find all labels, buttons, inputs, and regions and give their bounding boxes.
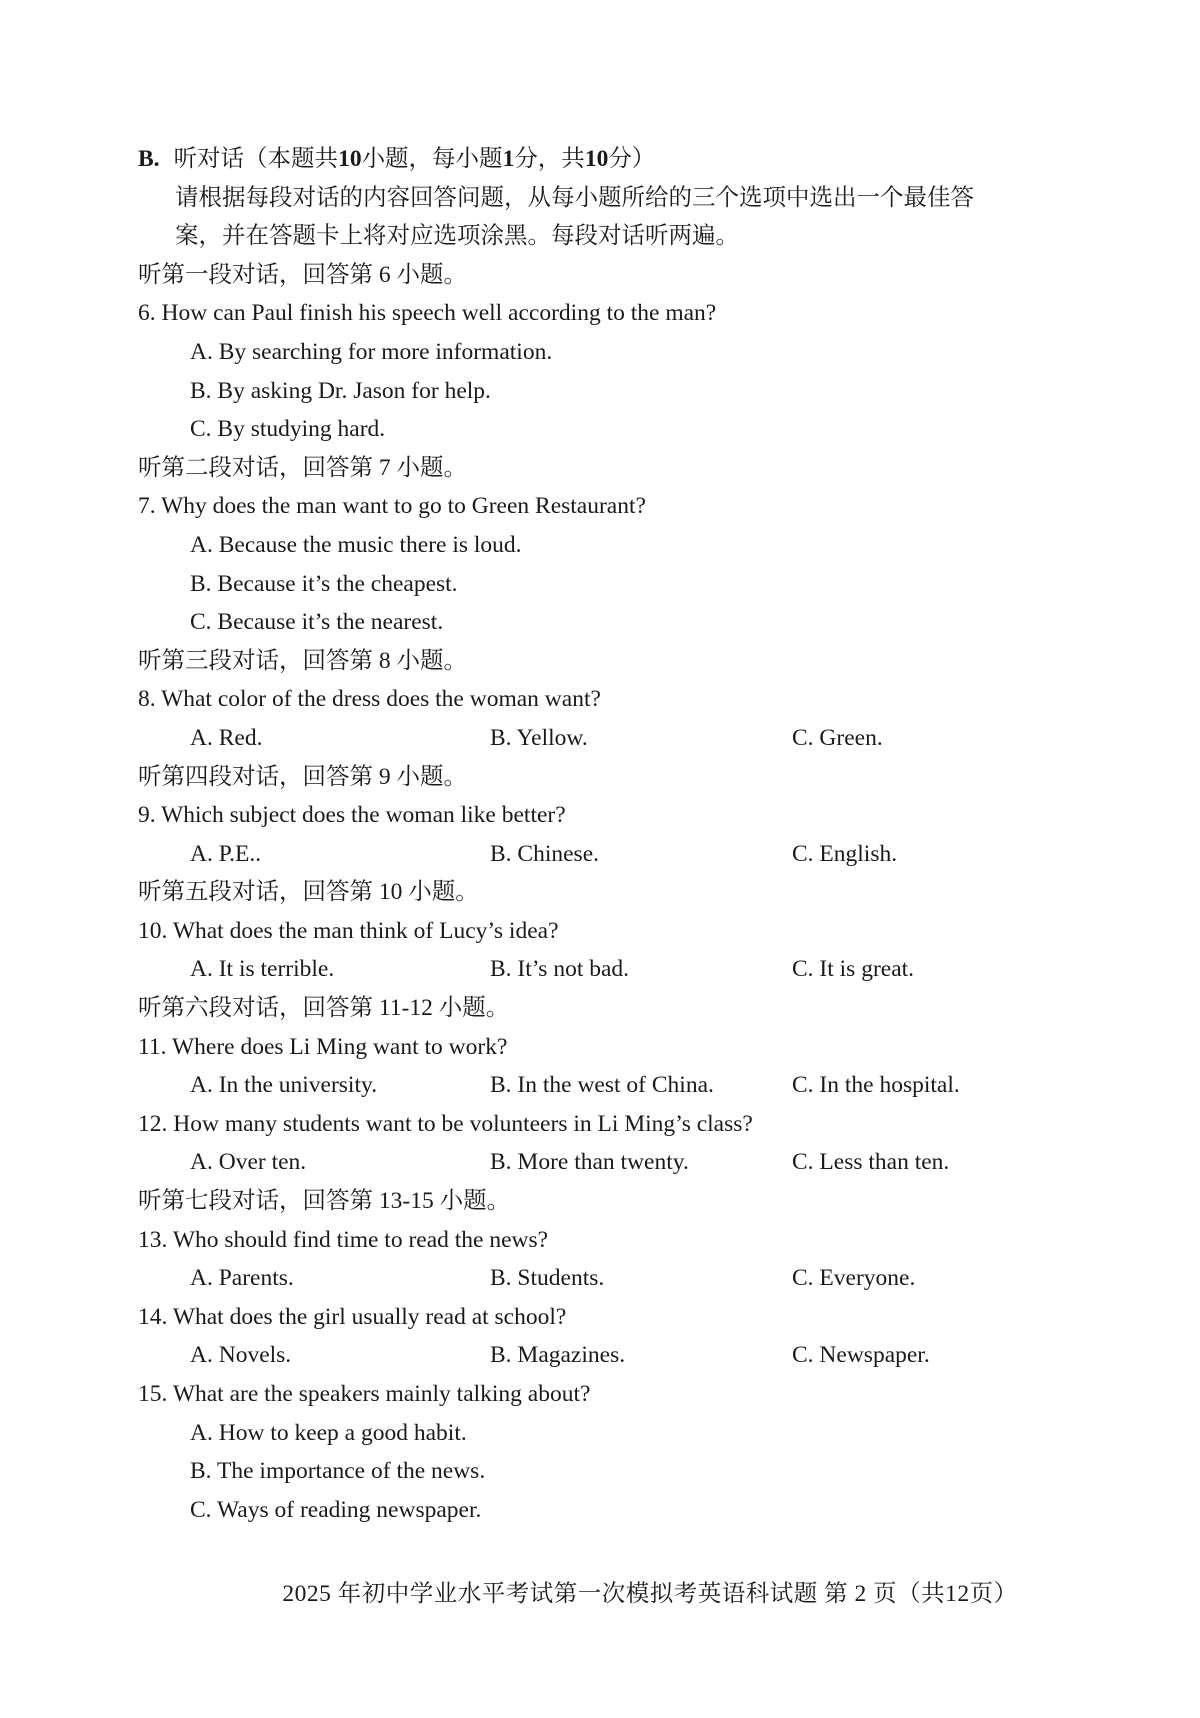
question-text: 15. What are the speakers mainly talking about? [138, 1381, 591, 1407]
answer-options-row [138, 1066, 1068, 1105]
answer-option-b: B. Magazines. [490, 1342, 626, 1369]
answer-option: A. Because the music there is loud. [190, 531, 522, 558]
answer-option: A. How to keep a good habit. [190, 1419, 467, 1446]
question-text: 14. What does the girl usually read at school? [138, 1303, 567, 1330]
answer-option: B. The importance of the news. [190, 1458, 486, 1485]
dialog-instruction: 听第三段对话，回答第 8 小题。 [138, 647, 467, 674]
answer-options-row [138, 950, 1068, 989]
answer-option-a: A. Novels. [190, 1342, 292, 1369]
question-text: 13. Who should find time to read the news? [138, 1226, 549, 1253]
section-heading: B. 听对话（本题共10小题，每小题1分，共10分） [138, 146, 656, 172]
answer-option: C. By studying hard. [190, 416, 386, 443]
answer-option-c: C. English. [792, 840, 898, 867]
answer-option-b: B. In the west of China. [490, 1072, 714, 1099]
dialog-instruction: 听第六段对话，回答第 11-12 小题。 [138, 995, 510, 1022]
answer-options-row [138, 1259, 1068, 1298]
answer-option-b: B. Chinese. [490, 840, 600, 867]
answer-option: A. By searching for more information. [190, 338, 553, 365]
answer-option-c: C. In the hospital. [792, 1072, 960, 1099]
dialog-instruction: 听第五段对话，回答第 10 小题。 [138, 879, 479, 906]
section-letter: B. [138, 146, 160, 172]
question-text: 6. How can Paul finish his speech well according to the man? [138, 300, 717, 327]
answer-option-a: A. In the university. [190, 1072, 378, 1099]
answer-option-a: A. Over ten. [190, 1149, 307, 1176]
answer-option-a: A. Parents. [190, 1265, 294, 1292]
answer-option-c: C. Newspaper. [792, 1342, 930, 1369]
question-text: 9. Which subject does the woman like better? [138, 802, 566, 829]
answer-option: C. Ways of reading newspaper. [190, 1496, 482, 1523]
answer-option: B. By asking Dr. Jason for help. [190, 377, 491, 404]
listening-section [138, 140, 1068, 1529]
answer-options-row [138, 1336, 1068, 1375]
answer-option-b: B. Yellow. [490, 724, 588, 751]
answer-option-c: C. Less than ten. [792, 1149, 950, 1176]
answer-option-b: B. Students. [490, 1265, 605, 1292]
section-instructions-line-1: 请根据每段对话的内容回答问题，从每小题所给的三个选项中选出一个最佳答 [175, 184, 974, 211]
answer-option-b: B. It’s not bad. [490, 956, 630, 983]
question-text: 11. Where does Li Ming want to work? [138, 1033, 508, 1060]
answer-option-a: A. Red. [190, 724, 263, 751]
dialog-instruction: 听第四段对话，回答第 9 小题。 [138, 763, 467, 790]
question-text: 8. What color of the dress does the woman want? [138, 686, 601, 713]
question-text: 10. What does the man think of Lucy’s idea? [138, 917, 559, 944]
answer-option-b: B. More than twenty. [490, 1149, 689, 1176]
question-list [138, 256, 1068, 1530]
answer-options-row [138, 719, 1068, 758]
page-footer: 2025 年初中学业水平考试第一次模拟考英语科试题 第 2 页（共12页） [282, 1581, 1018, 1607]
answer-options-row [138, 835, 1068, 874]
dialog-instruction: 听第二段对话，回答第 7 小题。 [138, 454, 467, 481]
dialog-instruction: 听第七段对话，回答第 13-15 小题。 [138, 1188, 511, 1215]
answer-option-a: A. It is terrible. [190, 956, 335, 983]
answer-option-c: C. Everyone. [792, 1265, 916, 1292]
question-text: 7. Why does the man want to go to Green Restaurant? [138, 493, 646, 520]
answer-options-row [138, 1143, 1068, 1182]
answer-option-c: C. Green. [792, 724, 883, 751]
dialog-instruction: 听第一段对话，回答第 6 小题。 [138, 261, 467, 288]
question-text: 12. How many students want to be volunteers in Li Ming’s class? [138, 1110, 753, 1137]
section-instructions-line-2: 案，并在答题卡上将对应选项涂黑。每段对话听两遍。 [175, 223, 739, 250]
answer-option: B. Because it’s the cheapest. [190, 570, 458, 597]
answer-option: C. Because it’s the nearest. [190, 609, 444, 636]
answer-option-a: A. P.E.. [190, 840, 262, 867]
answer-option-c: C. It is great. [792, 956, 915, 983]
